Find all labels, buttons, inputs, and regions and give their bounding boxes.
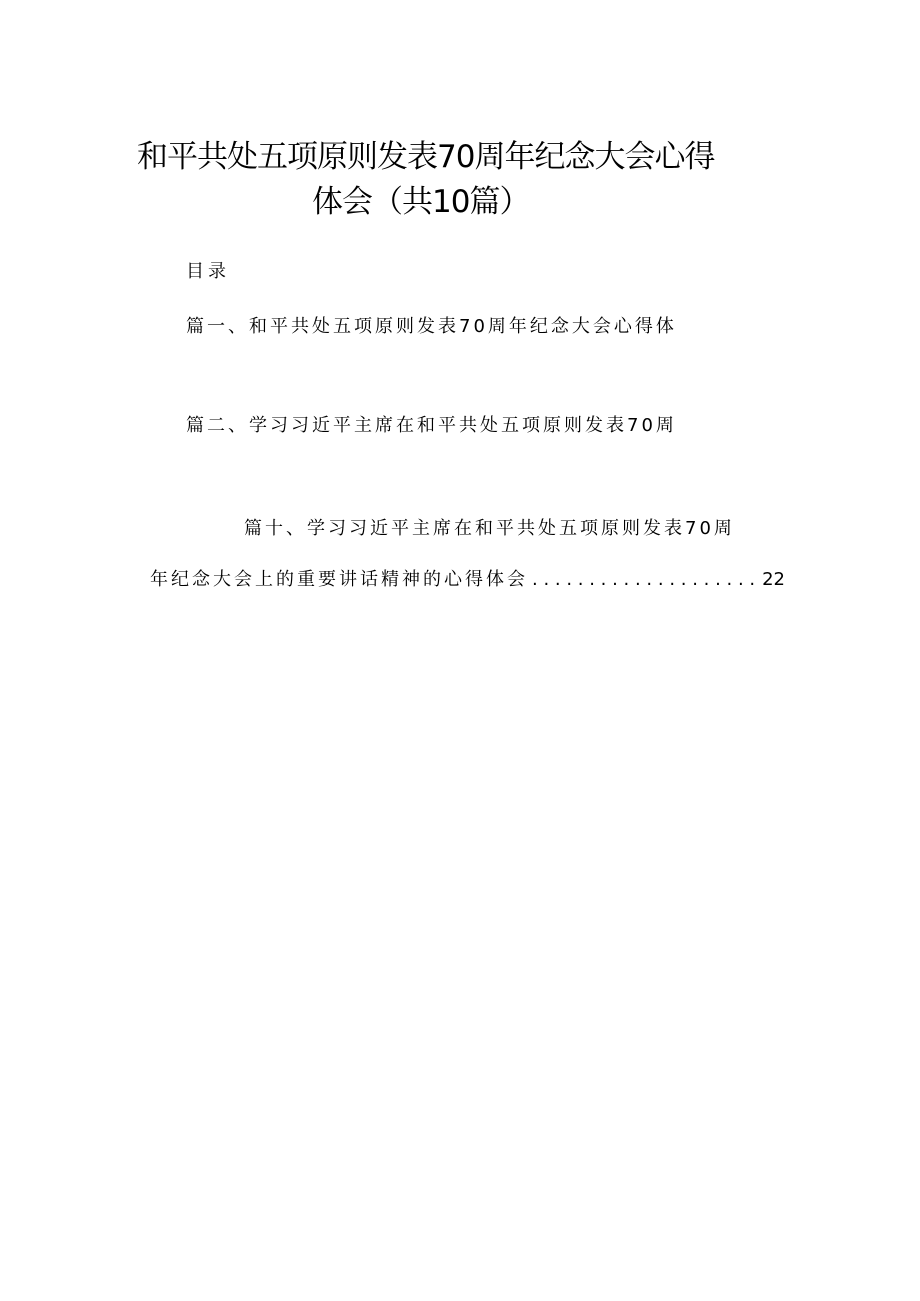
toc-dot-leader (532, 571, 758, 589)
toc-page-number: 22 (762, 569, 785, 590)
toc-item-10-label: 年纪念大会上的重要讲话精神的心得体会 (150, 569, 528, 590)
document-title-line-1: 和平共处五项原则发表70周年纪念大会心得 (137, 139, 715, 175)
toc-heading: 目录 (186, 261, 230, 282)
toc-item-1[interactable]: 篇一、和平共处五项原则发表70周年纪念大会心得体 (186, 316, 677, 337)
toc-item-10-line-2[interactable] (150, 571, 785, 589)
toc-item-10-line-1[interactable]: 篇十、学习习近平主席在和平共处五项原则发表70周 (244, 518, 735, 539)
document-title-line-2: 体会（共10篇） (312, 184, 530, 220)
toc-item-2[interactable]: 篇二、学习习近平主席在和平共处五项原则发表70周 (186, 415, 677, 436)
